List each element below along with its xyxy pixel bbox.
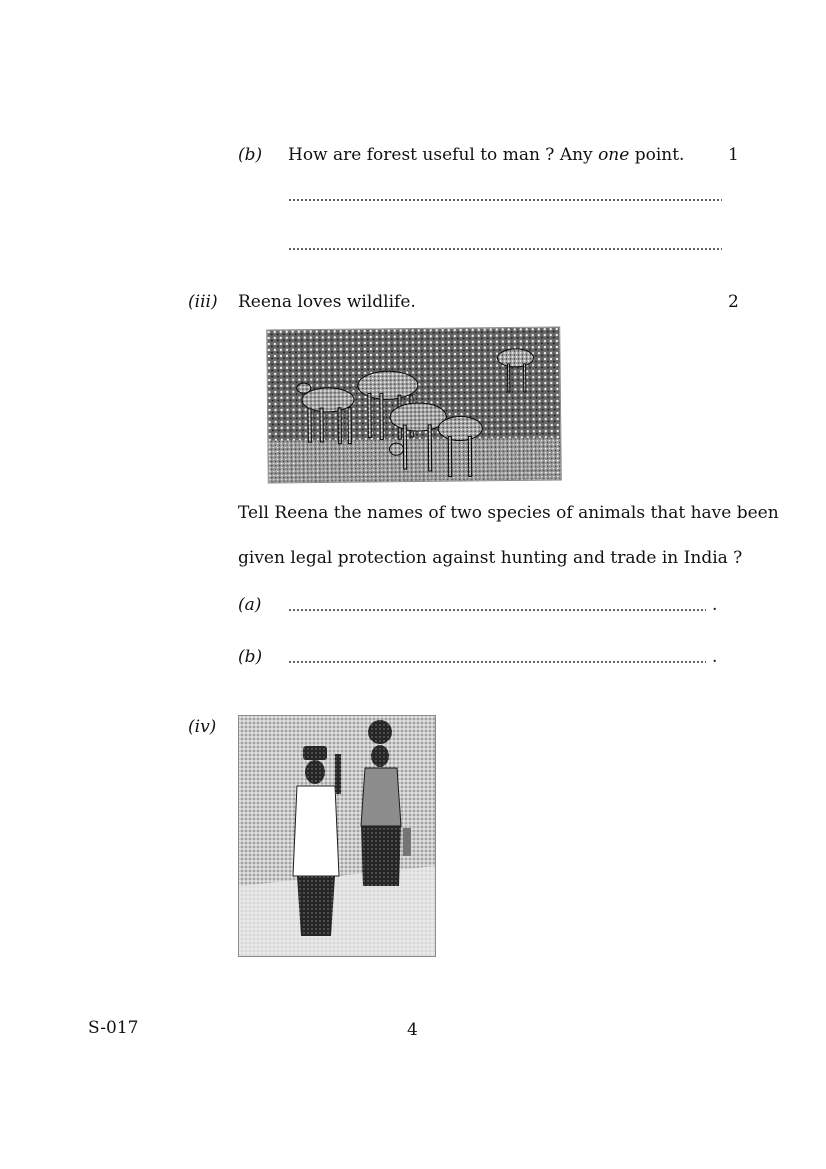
answer-b-line[interactable] bbox=[288, 661, 706, 663]
page-number: 4 bbox=[407, 1020, 418, 1040]
paper-code: S-017 bbox=[88, 1018, 139, 1038]
answer-line-1[interactable] bbox=[288, 199, 722, 201]
question-b-emphasis: one bbox=[598, 145, 630, 165]
question-iii-prompt-line1: Tell Reena the names of two species of animals that have been bbox=[238, 503, 779, 523]
deer-photo bbox=[266, 326, 562, 483]
question-iii-prompt-line2: given legal protection against hunting and trade in India ? bbox=[238, 548, 743, 568]
question-b-label: (b) bbox=[238, 145, 263, 165]
answer-line-2[interactable] bbox=[288, 248, 722, 250]
answer-a-label: (a) bbox=[238, 595, 262, 615]
women-carrying-water-image bbox=[239, 716, 435, 956]
answer-a-end: . bbox=[712, 595, 718, 615]
question-iii-marks: 2 bbox=[728, 292, 739, 312]
question-b-marks: 1 bbox=[728, 145, 739, 165]
women-carrying-water-photo bbox=[238, 715, 436, 957]
question-iii-label: (iii) bbox=[188, 292, 218, 312]
question-b-text-start: How are forest useful to man ? Any bbox=[288, 145, 599, 165]
deer-photo-image bbox=[267, 327, 561, 482]
answer-b-label: (b) bbox=[238, 647, 263, 667]
answer-b-end: . bbox=[712, 647, 718, 667]
question-iv-label: (iv) bbox=[188, 717, 217, 737]
answer-a-line[interactable] bbox=[288, 609, 706, 611]
question-b-text-end: point. bbox=[629, 145, 685, 165]
question-iii-text: Reena loves wildlife. bbox=[238, 292, 416, 312]
question-b-text bbox=[288, 145, 684, 165]
